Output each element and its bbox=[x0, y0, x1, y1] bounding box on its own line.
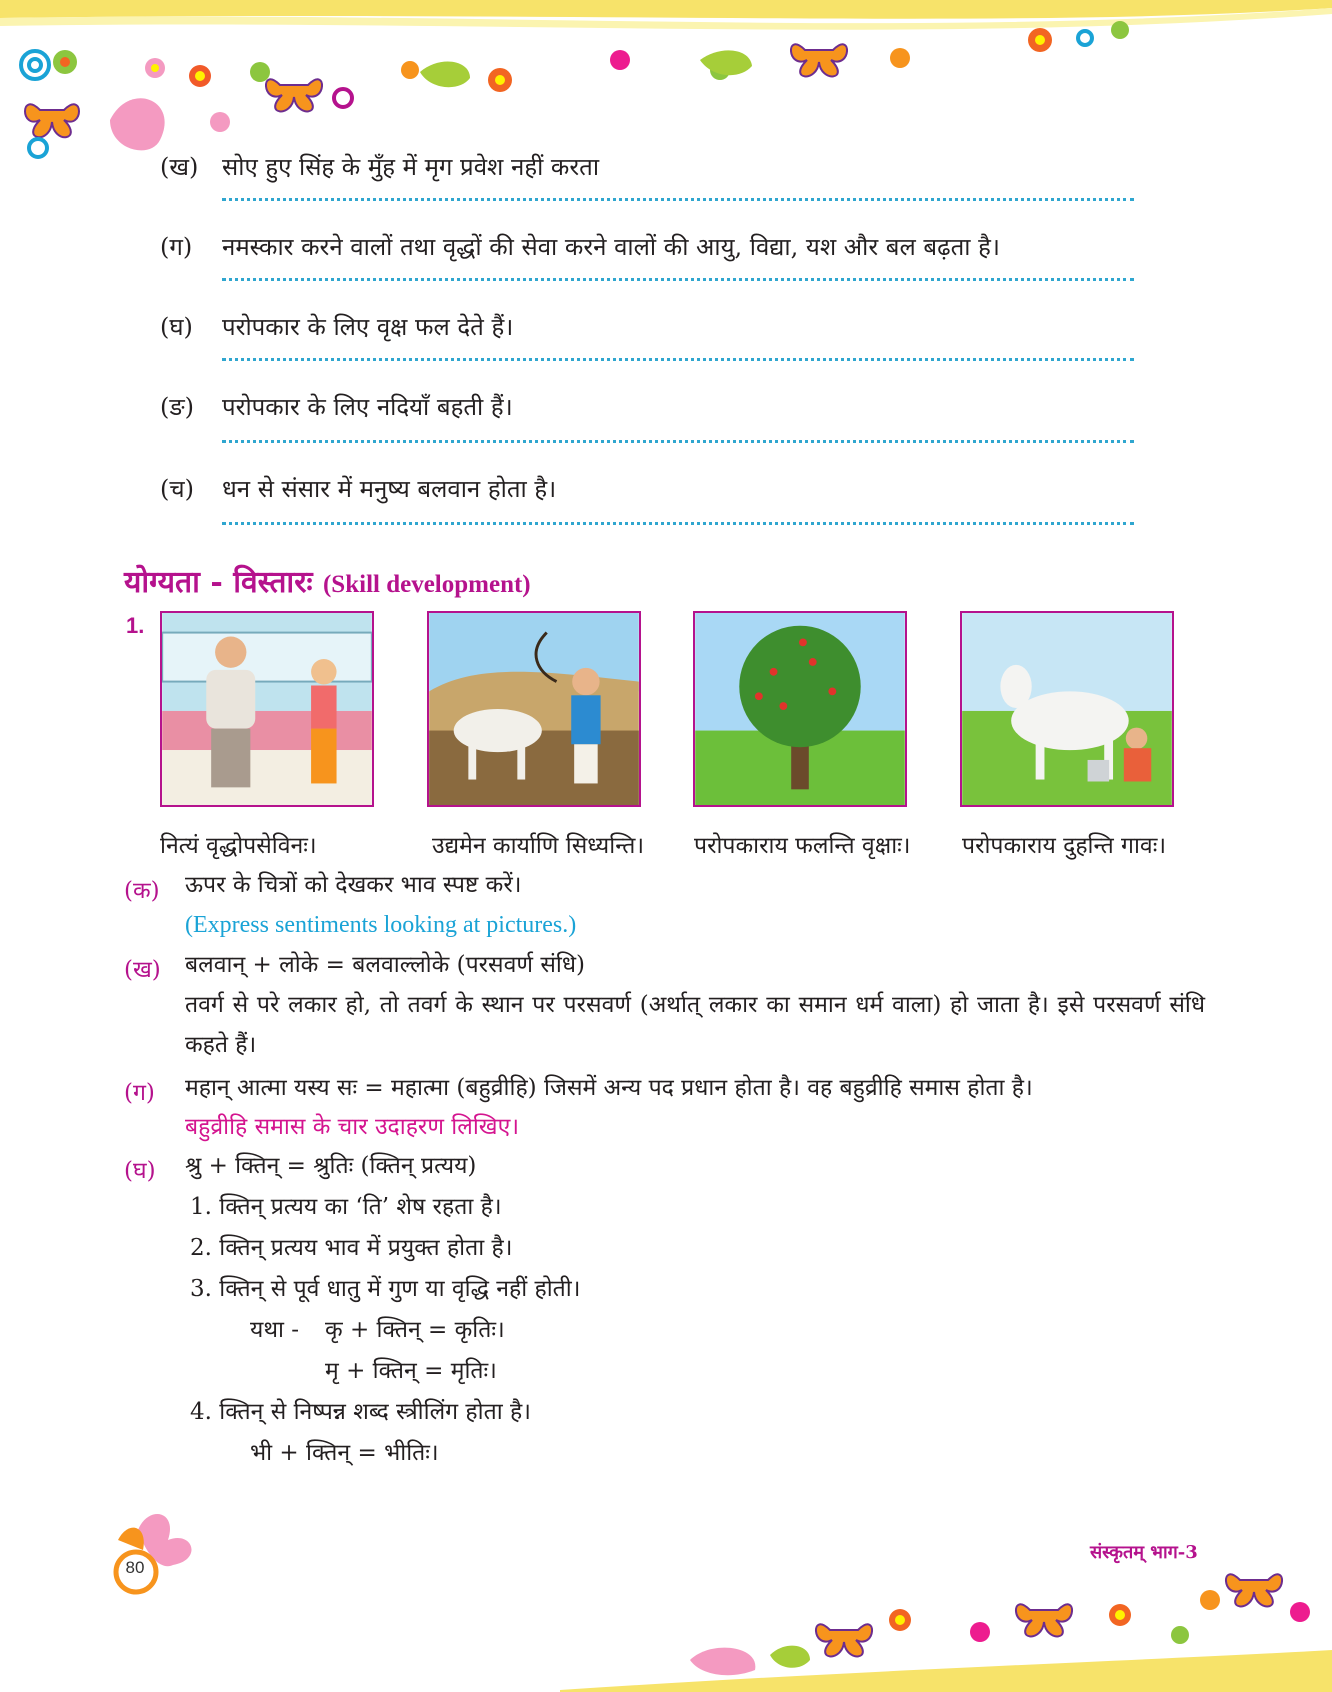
item-text: परोपकार के लिए वृक्ष फल देते हैं। bbox=[222, 313, 514, 341]
butterfly-icon bbox=[816, 1574, 1282, 1656]
example-label: यथा - bbox=[250, 1317, 300, 1343]
part-label-gha: (घ) bbox=[124, 1158, 156, 1184]
rule-item: 2. क्तिन् प्रत्यय भाव में प्रयुक्त होता है। bbox=[190, 1235, 513, 1261]
book-title: संस्कृतम् भाग-3 bbox=[1090, 1542, 1198, 1563]
picture-elder-and-child bbox=[160, 611, 374, 807]
exercise-item bbox=[160, 152, 599, 182]
part-gha-line: श्रु + क्तिन् = श्रुतिः (क्तिन् प्रत्यय) bbox=[185, 1153, 477, 1179]
part-kha-line: बलवान् + लोके = बलवाल्लोके (परसवर्ण संधि) bbox=[185, 952, 585, 978]
answer-line[interactable] bbox=[222, 440, 1134, 443]
answer-line[interactable] bbox=[222, 278, 1134, 281]
item-text: परोपकार के लिए नदियाँ बहती हैं। bbox=[222, 393, 513, 421]
example-line: भी + क्तिन् = भीतिः। bbox=[250, 1440, 439, 1466]
part-ga-line: महान् आत्मा यस्य सः = महात्मा (बहुव्रीहि) जिसमें अन्य पद प्रधान होता है। वह बहुव्रीहि समास होता है। bbox=[185, 1075, 1033, 1101]
rule-item: 1. क्तिन् प्रत्यय का ‘ति’ शेष रहता है। bbox=[190, 1194, 502, 1220]
item-label: (च) bbox=[160, 475, 194, 503]
page-number: 80 bbox=[125, 1558, 145, 1577]
picture-caption: परोपकाराय फलन्ति वृक्षाः। bbox=[694, 833, 911, 859]
flower-icon bbox=[53, 21, 1129, 132]
part-ga-task: बहुव्रीहि समास के चार उदाहरण लिखिए। bbox=[185, 1114, 520, 1140]
part-label-ga: (ग) bbox=[124, 1080, 155, 1106]
answer-line[interactable] bbox=[222, 522, 1134, 525]
answer-line[interactable] bbox=[222, 358, 1134, 361]
petal-icon bbox=[110, 98, 165, 150]
item-text: नमस्कार करने वालों तथा वृद्धों की सेवा करने वालों की आयु, विद्या, यश और बल बढ़ता है। bbox=[222, 233, 1000, 261]
section-title: योग्यता - विस्तारः bbox=[124, 565, 313, 600]
item-text: सोए हुए सिंह के मुँह में मृग प्रवेश नहीं करता bbox=[222, 153, 600, 181]
picture-caption: उद्यमेन कार्याणि सिध्यन्ति। bbox=[432, 833, 645, 859]
item-label: (ख) bbox=[160, 153, 199, 181]
picture-fruit-tree bbox=[693, 611, 907, 807]
question-number: 1. bbox=[126, 613, 145, 638]
rule-item: 3. क्तिन् से पूर्व धातु में गुण या वृद्धि नहीं होती। bbox=[190, 1276, 581, 1302]
part-ka-text: ऊपर के चित्रों को देखकर भाव स्पष्ट करें। bbox=[185, 872, 522, 898]
picture-caption: परोपकाराय दुहन्ति गावः। bbox=[962, 833, 1167, 859]
exercise-item bbox=[160, 312, 513, 342]
section-subtitle: (Skill development) bbox=[322, 571, 531, 598]
item-label: (घ) bbox=[160, 313, 193, 341]
exercise-item bbox=[160, 392, 513, 422]
swirl-icon bbox=[21, 31, 1092, 157]
page-number-flower-icon bbox=[108, 1510, 198, 1600]
exercise-item bbox=[160, 474, 556, 504]
part-ka-english: (Express sentiments looking at pictures.) bbox=[185, 912, 577, 938]
example-line: कृ + क्तिन् = कृतिः। bbox=[325, 1317, 505, 1343]
picture-caption: नित्यं वृद्धोपसेविनः। bbox=[160, 833, 317, 859]
section-heading bbox=[124, 560, 531, 601]
item-label: (ग) bbox=[160, 233, 193, 261]
part-kha-paragraph: तवर्ग से परे लकार हो, तो तवर्ग के स्थान पर परसवर्ण (अर्थात् लकार का समान धर्म वाला) हो जाता है। इसे परसवर्ण संधि कहते हैं। bbox=[185, 992, 1205, 1058]
item-label: (ङ) bbox=[160, 393, 195, 421]
bottom-floral-border bbox=[560, 1540, 1332, 1692]
item-text: धन से संसार में मनुष्य बलवान होता है। bbox=[222, 475, 557, 503]
picture-farmer-ploughing bbox=[427, 611, 641, 807]
picture-cow-milking bbox=[960, 611, 1174, 807]
part-label-kha: (ख) bbox=[124, 957, 161, 983]
example-line: मृ + क्तिन् = मृतिः। bbox=[325, 1358, 497, 1384]
exercise-item bbox=[160, 232, 1000, 262]
answer-line[interactable] bbox=[222, 198, 1134, 201]
part-label-ka: (क) bbox=[124, 878, 160, 904]
rule-item: 4. क्तिन् से निष्पन्न शब्द स्त्रीलिंग होता है। bbox=[190, 1399, 531, 1425]
